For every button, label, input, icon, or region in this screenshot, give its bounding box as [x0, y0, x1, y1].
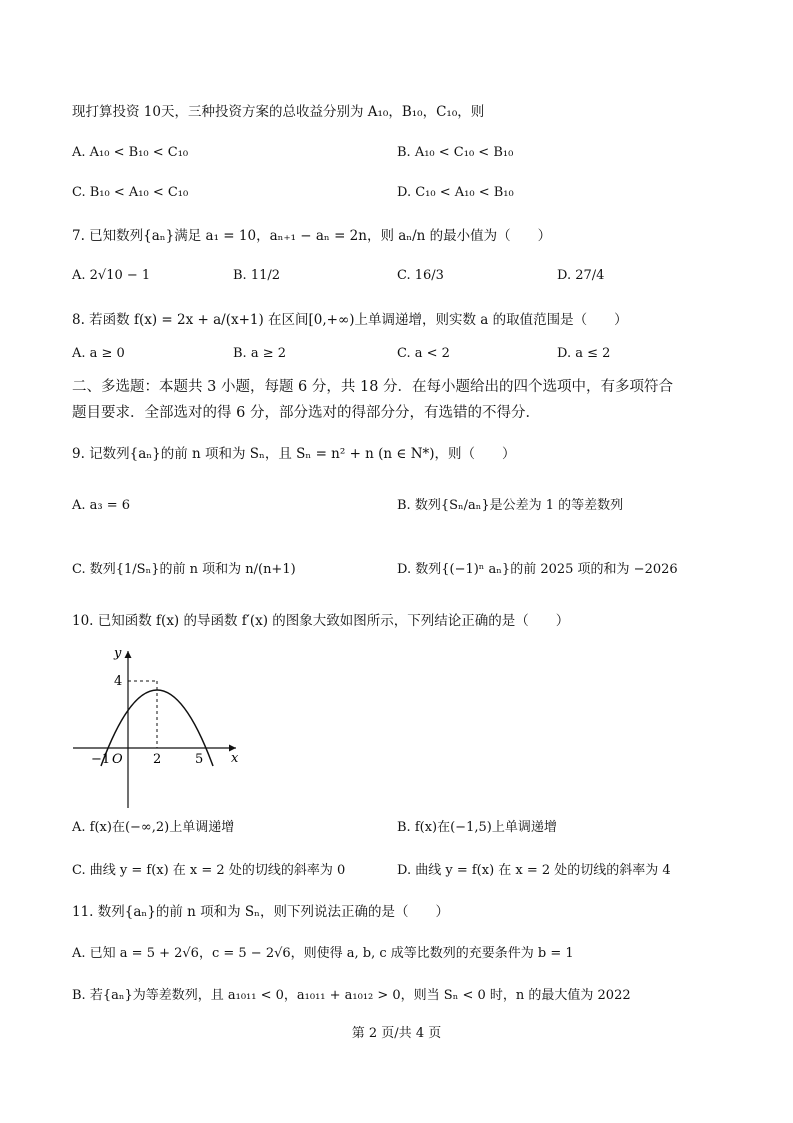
q10-option-a: A. f(x)在(−∞,2)上单调递增 [72, 820, 235, 835]
y-axis-label: y [114, 646, 122, 661]
q8-option-c: C. a < 2 [397, 346, 450, 361]
q8-option-d: D. a ≤ 2 [557, 346, 611, 361]
q10-option-d: D. 曲线 y = f(x) 在 x = 2 处的切线的斜率为 4 [397, 863, 671, 878]
q8-option-b: B. a ≥ 2 [233, 346, 286, 361]
q7-option-a: A. 2√10 − 1 [72, 268, 151, 283]
q11-option-b: B. 若{aₙ}为等差数列，且 a₁₀₁₁ < 0，a₁₀₁₁ + a₁₀₁₂ > 0，则当 Sₙ < 0 时，n 的最大值为 2022 [72, 988, 631, 1003]
q11-option-a: A. 已知 a = 5 + 2√6，c = 5 − 2√6，则使得 a, b, c 成等比数列的充要条件为 b = 1 [72, 946, 574, 961]
section-2-line-2: 题目要求．全部选对的得 6 分，部分选对的得部分分，有选错的不得分． [72, 405, 540, 421]
q6-option-b: B. A₁₀ < C₁₀ < B₁₀ [397, 145, 514, 160]
q9-option-d: D. 数列{(−1)ⁿ aₙ}的前 2025 项的和为 −2026 [397, 562, 678, 577]
tick-neg1-label: −1 [91, 752, 111, 767]
q6-option-a: A. A₁₀ < B₁₀ < C₁₀ [72, 145, 189, 160]
q10-option-c: C. 曲线 y = f(x) 在 x = 2 处的切线的斜率为 0 [72, 863, 346, 878]
section-2-heading [72, 374, 732, 426]
q9-option-a: A. a₃ = 6 [72, 498, 131, 513]
q6-option-d: D. C₁₀ < A₁₀ < B₁₀ [397, 185, 514, 200]
peak-label: 4 [114, 674, 123, 689]
tick-5-label: 5 [195, 752, 204, 767]
derivative-graph [68, 643, 268, 813]
q11-stem: 11. 数列{aₙ}的前 n 项和为 Sₙ，则下列说法正确的是（ ） [72, 904, 449, 920]
q6-option-c: C. B₁₀ < A₁₀ < C₁₀ [72, 185, 189, 200]
q10-stem: 10. 已知函数 f(x) 的导函数 f′(x) 的图象大致如图所示，下列结论正确的是（ ） [72, 613, 570, 629]
page-footer: 第 2 页/共 4 页 [351, 1026, 442, 1041]
q8-stem: 8. 若函数 f(x) = 2x + a/(x+1) 在区间[0,+∞)上单调递增，则实数 a 的取值范围是（ ） [72, 312, 628, 328]
q7-option-b: B. 11/2 [233, 268, 281, 283]
q9-stem: 9. 记数列{aₙ}的前 n 项和为 Sₙ，且 Sₙ = n² + n (n ∈ N*)，则（ ） [72, 446, 516, 462]
x-axis-label: x [231, 751, 239, 766]
q7-stem: 7. 已知数列{aₙ}满足 a₁ = 10，aₙ₊₁ − aₙ = 2n，则 aₙ/n 的最小值为（ ） [72, 228, 552, 244]
q8-option-a: A. a ≥ 0 [72, 346, 125, 361]
q7-option-c: C. 16/3 [397, 268, 444, 283]
q10-option-b: B. f(x)在(−1,5)上单调递增 [397, 820, 557, 835]
section-2-line-1: 二、多选题：本题共 3 小题，每题 6 分，共 18 分．在每小题给出的四个选项中，有多项符合 [72, 379, 674, 395]
tick-2-label: 2 [153, 752, 162, 767]
q9-option-b: B. 数列{Sₙ/aₙ}是公差为 1 的等差数列 [397, 498, 624, 513]
q7-option-d: D. 27/4 [557, 268, 605, 283]
origin-label: O [112, 752, 123, 767]
q6-stem: 现打算投资 10天，三种投资方案的总收益分别为 A₁₀，B₁₀，C₁₀，则 [72, 104, 485, 120]
q9-option-c: C. 数列{1/Sₙ}的前 n 项和为 n/(n+1) [72, 562, 296, 577]
